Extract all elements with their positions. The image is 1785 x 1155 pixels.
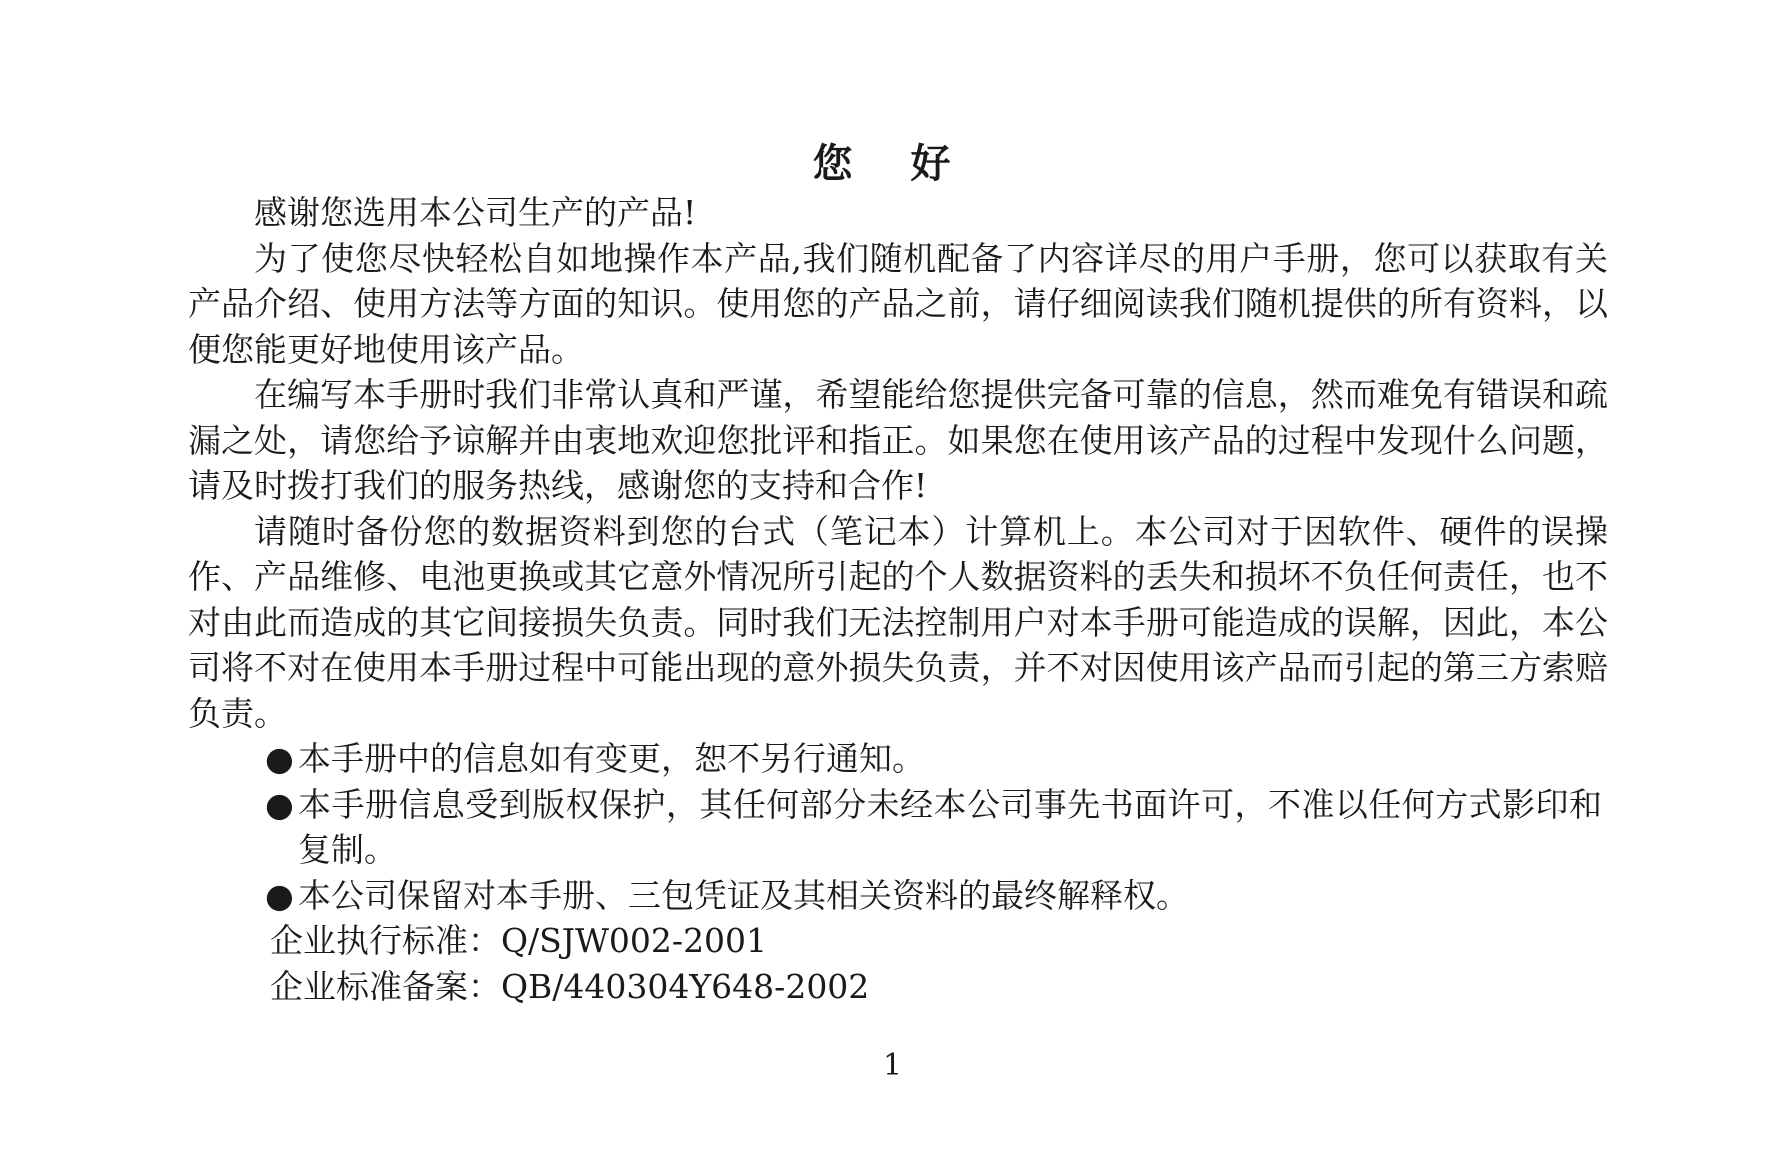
document-body <box>188 190 1608 1009</box>
list-item <box>188 736 1608 782</box>
page-title: 您 好 <box>812 140 973 187</box>
list-item <box>188 782 1608 873</box>
notice-text: 本手册信息受到版权保护，其任何部分未经本公司事先书面许可，不准以任何方式影印和复制。 <box>298 784 1602 869</box>
list-item <box>188 873 1608 919</box>
standard-filing: 企业标准备案：QB/440304Y648-2002 <box>270 966 870 1006</box>
enterprise-standard: 企业执行标准：Q/SJW002-2001 <box>270 921 768 960</box>
bullet-icon: ● <box>265 875 294 915</box>
page-number: 1 <box>882 1048 903 1083</box>
notice-list <box>188 736 1608 918</box>
paragraph-backup-disclaimer: 请随时备份您的数据资料到您的台式（笔记本）计算机上。本公司对于因软件、硬件的误操作、产品维修、电池更换或其它意外情况所引起的个人数据资料的丢失和损坏不负任何责任，也不对由此而造成的其它间接损失负责。同时我们无法控制用户对本手册可能造成的误解，因此，本公司将不对在使用本手册过程中可能出现的意外损失负责，并不对因使用该产品而引起的第三方索赔负责。 <box>188 511 1608 733</box>
paragraph-thanks: 感谢您选用本公司生产的产品! <box>254 193 697 232</box>
notice-text: 本手册中的信息如有变更，恕不另行通知。 <box>298 739 925 778</box>
bullet-icon: ● <box>265 739 294 778</box>
paragraph-accuracy-notice: 在编写本手册时我们非常认真和严谨，希望能给您提供完备可靠的信息，然而难免有错误和疏漏之处，请您给予谅解并由衷地欢迎您批评和指正。如果您在使用该产品的过程中发现什么问题，请及时拨打我们的服务热线，感谢您的支持和合作! <box>188 375 1608 505</box>
bullet-icon: ● <box>265 784 294 824</box>
notice-text: 本公司保留对本手册、三包凭证及其相关资料的最终解释权。 <box>298 875 1189 915</box>
paragraph-manual-intro: 为了使您尽快轻松自如地操作本产品,我们随机配备了内容详尽的用户手册，您可以获取有关产品介绍、使用方法等方面的知识。使用您的产品之前，请仔细阅读我们随机提供的所有资料，以便您能更好地使用该产品。 <box>188 238 1608 369</box>
